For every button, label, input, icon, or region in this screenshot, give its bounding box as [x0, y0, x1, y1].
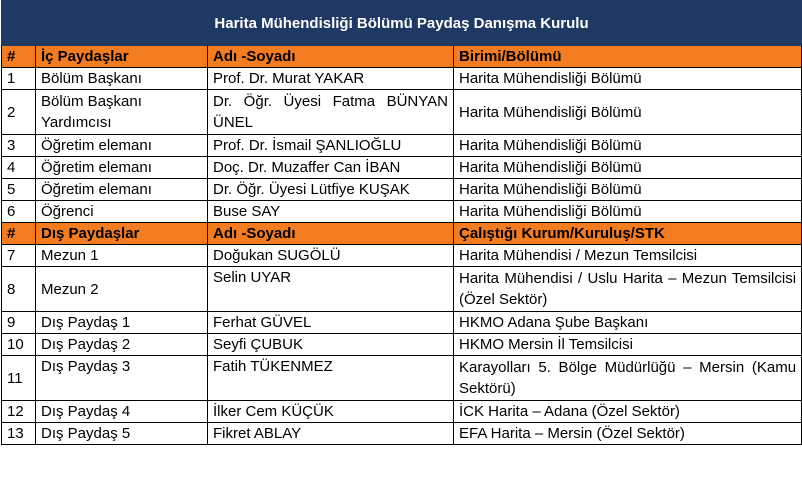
table-row	[2, 423, 802, 445]
row-name: Doç. Dr. Muzaffer Can İBAN	[208, 157, 454, 179]
stakeholder-table	[1, 0, 802, 445]
row-role: Öğretim elemanı	[36, 157, 208, 179]
row-role: Dış Paydaş 1	[36, 312, 208, 334]
row-role: Öğretim elemanı	[36, 135, 208, 157]
row-role: Dış Paydaş 5	[36, 423, 208, 445]
row-unit: Harita Mühendisliği Bölümü	[454, 135, 802, 157]
row-number: 1	[2, 68, 36, 90]
table-row	[2, 312, 802, 334]
table-title: Harita Mühendisliği Bölümü Paydaş Danışma Kurulu	[2, 1, 802, 46]
row-number: 12	[2, 401, 36, 423]
row-unit: Harita Mühendisliği Bölümü	[454, 157, 802, 179]
row-name: Fatih TÜKENMEZ	[208, 356, 454, 401]
row-number: 9	[2, 312, 36, 334]
row-number: 2	[2, 90, 36, 135]
row-role: Öğrenci	[36, 201, 208, 223]
row-number: 8	[2, 267, 36, 312]
row-name: İlker Cem KÜÇÜK	[208, 401, 454, 423]
row-role: Dış Paydaş 2	[36, 334, 208, 356]
row-unit: Harita Mühendisliği Bölümü	[454, 201, 802, 223]
header-internal-stakeholders: İç Paydaşlar	[36, 46, 208, 68]
table-row	[2, 356, 802, 401]
row-institution: İCK Harita – Adana (Özel Sektör)	[454, 401, 802, 423]
table-row	[2, 201, 802, 223]
row-role: Dış Paydaş 4	[36, 401, 208, 423]
table-row	[2, 157, 802, 179]
table-title-row	[2, 1, 802, 46]
table-row	[2, 68, 802, 90]
row-institution: HKMO Mersin İl Temsilcisi	[454, 334, 802, 356]
row-name: Prof. Dr. Murat YAKAR	[208, 68, 454, 90]
row-number: 6	[2, 201, 36, 223]
table-row	[2, 267, 802, 312]
header-number: #	[2, 223, 36, 245]
header-number: #	[2, 46, 36, 68]
row-role: Dış Paydaş 3	[36, 356, 208, 401]
row-unit: Harita Mühendisliği Bölümü	[454, 68, 802, 90]
row-number: 11	[2, 356, 36, 401]
table-row	[2, 90, 802, 135]
header-name: Adı -Soyadı	[208, 223, 454, 245]
row-institution: Harita Mühendisi / Uslu Harita – Mezun Temsilcisi (Özel Sektör)	[454, 267, 802, 312]
row-role: Öğretim elemanı	[36, 179, 208, 201]
row-role: Mezun 2	[36, 267, 208, 312]
row-role: Mezun 1	[36, 245, 208, 267]
header-institution: Çalıştığı Kurum/Kuruluş/STK	[454, 223, 802, 245]
row-name: Seyfi ÇUBUK	[208, 334, 454, 356]
row-name: Dr. Öğr. Üyesi Lütfiye KUŞAK	[208, 179, 454, 201]
row-name: Prof. Dr. İsmail ŞANLIOĞLU	[208, 135, 454, 157]
row-unit: Harita Mühendisliği Bölümü	[454, 179, 802, 201]
row-role: Bölüm Başkanı Yardımcısı	[36, 90, 208, 135]
external-header-row	[2, 223, 802, 245]
row-number: 3	[2, 135, 36, 157]
table-row	[2, 401, 802, 423]
row-institution: Karayolları 5. Bölge Müdürlüğü – Mersin (Kamu Sektörü)	[454, 356, 802, 401]
row-number: 13	[2, 423, 36, 445]
row-number: 4	[2, 157, 36, 179]
table-row	[2, 334, 802, 356]
row-number: 5	[2, 179, 36, 201]
internal-header-row	[2, 46, 802, 68]
row-number: 7	[2, 245, 36, 267]
row-unit: Harita Mühendisliği Bölümü	[454, 90, 802, 135]
row-name: Fikret ABLAY	[208, 423, 454, 445]
table-row	[2, 135, 802, 157]
header-external-stakeholders: Dış Paydaşlar	[36, 223, 208, 245]
row-institution: Harita Mühendisi / Mezun Temsilcisi	[454, 245, 802, 267]
row-name: Buse SAY	[208, 201, 454, 223]
row-institution: EFA Harita – Mersin (Özel Sektör)	[454, 423, 802, 445]
table-row	[2, 179, 802, 201]
header-name: Adı -Soyadı	[208, 46, 454, 68]
row-name: Selin UYAR	[208, 267, 454, 312]
header-unit: Birimi/Bölümü	[454, 46, 802, 68]
row-name: Dr. Öğr. Üyesi Fatma BÜNYAN ÜNEL	[208, 90, 454, 135]
table-row	[2, 245, 802, 267]
row-institution: HKMO Adana Şube Başkanı	[454, 312, 802, 334]
row-name: Ferhat GÜVEL	[208, 312, 454, 334]
row-role: Bölüm Başkanı	[36, 68, 208, 90]
row-number: 10	[2, 334, 36, 356]
row-name: Doğukan SUGÖLÜ	[208, 245, 454, 267]
